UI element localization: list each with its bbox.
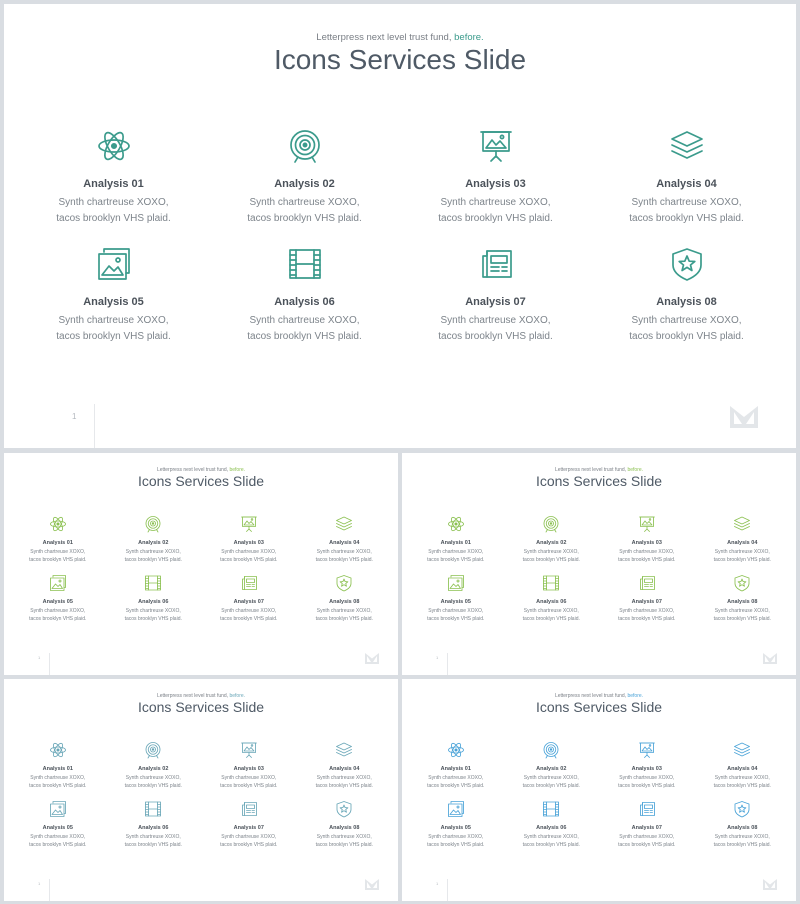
page-number: 1 [38,881,41,886]
film-strip-icon [287,246,323,282]
service-description-line: tacos brooklyn VHS plaid. [618,783,676,789]
service-description-line: Synth chartreuse XOXO, [30,549,86,555]
service-label: Analysis 01 [42,766,73,772]
brand-logo-icon [763,879,777,890]
service-label: Analysis 02 [274,178,335,190]
service-description-line: tacos brooklyn VHS plaid. [427,616,485,622]
service-description-line: Synth chartreuse XOXO, [125,775,181,781]
service-label: Analysis 08 [727,599,758,605]
service-description-line: Synth chartreuse XOXO, [523,834,579,840]
service-description-line: tacos brooklyn VHS plaid. [220,557,278,563]
page-number: 1 [436,881,439,886]
service-item [201,515,297,574]
service-description-line: Synth chartreuse XOXO, [125,549,181,555]
image-gallery-icon [49,800,67,818]
film-strip-icon [542,800,560,818]
slide-title: Icons Services Slide [535,699,663,715]
star-shield-icon [669,246,705,282]
layers-icon [733,515,751,533]
service-item [504,741,600,800]
service-description-line: Synth chartreuse XOXO, [249,315,360,326]
services-grid [10,515,392,633]
footer-divider [49,879,50,901]
presentation-board-icon [638,515,656,533]
service-description-line: Synth chartreuse XOXO, [316,549,372,555]
layers-icon [669,128,705,164]
subtitle-accent: before. [627,693,644,699]
atom-icon [49,515,67,533]
service-description-line: tacos brooklyn VHS plaid. [618,842,676,848]
service-label: Analysis 07 [233,825,264,831]
service-description-line: Synth chartreuse XOXO, [30,834,86,840]
footer-divider [94,404,95,448]
service-item [18,246,209,364]
service-item [408,800,504,859]
star-shield-icon [335,800,353,818]
layers-icon [733,741,751,759]
atom-icon [447,515,465,533]
service-description-line: Synth chartreuse XOXO, [428,608,484,614]
service-description-line: tacos brooklyn VHS plaid. [315,557,373,563]
service-label: Analysis 07 [465,296,526,308]
service-description-line: tacos brooklyn VHS plaid. [713,842,771,848]
presentation-board-icon [478,128,514,164]
service-item [106,800,202,859]
service-description-line: tacos brooklyn VHS plaid. [220,783,278,789]
subtitle-accent: before. [229,693,246,699]
service-description-line: Synth chartreuse XOXO, [58,315,169,326]
slide-title: Icons Services Slide [273,44,527,75]
footer-divider [49,653,50,675]
service-label: Analysis 08 [727,825,758,831]
service-item [201,800,297,859]
service-description-line: tacos brooklyn VHS plaid. [438,331,553,342]
service-label: Analysis 06 [274,296,335,308]
service-description-line: Synth chartreuse XOXO, [440,197,551,208]
target-icon [542,515,560,533]
service-description-line: tacos brooklyn VHS plaid. [220,842,278,848]
service-description-line: tacos brooklyn VHS plaid. [427,557,485,563]
newspaper-icon [638,800,656,818]
brand-logo-icon [365,879,379,890]
service-description-line: tacos brooklyn VHS plaid. [427,842,485,848]
slide-thumbnail-3[interactable] [4,679,398,901]
subtitle-text: Letterpress next level trust fund, [156,693,230,699]
film-strip-icon [542,574,560,592]
service-description-line: tacos brooklyn VHS plaid. [427,783,485,789]
service-item [408,515,504,574]
service-item [599,741,695,800]
newspaper-icon [240,800,258,818]
slide-thumbnail-2[interactable] [402,453,796,675]
service-item [504,515,600,574]
service-description-line: Synth chartreuse XOXO, [221,834,277,840]
footer-divider [447,653,448,675]
service-label: Analysis 05 [42,599,73,605]
service-label: Analysis 01 [440,766,471,772]
service-label: Analysis 03 [631,540,662,546]
service-label: Analysis 02 [138,540,169,546]
newspaper-icon [638,574,656,592]
slide-main[interactable] [4,4,796,448]
service-label: Analysis 02 [536,540,567,546]
slide-title: Icons Services Slide [535,473,663,489]
service-label: Analysis 06 [138,825,169,831]
service-description-line: tacos brooklyn VHS plaid. [438,213,553,224]
service-description-line: Synth chartreuse XOXO, [440,315,551,326]
service-item [209,246,400,364]
page-number: 1 [38,655,41,660]
service-description-line: tacos brooklyn VHS plaid. [29,842,87,848]
service-item [695,800,791,859]
service-description-line: Synth chartreuse XOXO, [714,775,770,781]
service-description-line: tacos brooklyn VHS plaid. [56,331,171,342]
service-item [10,574,106,633]
service-item [297,741,393,800]
service-description-line: Synth chartreuse XOXO, [523,608,579,614]
service-item [695,515,791,574]
service-label: Analysis 05 [83,296,144,308]
service-description-line: tacos brooklyn VHS plaid. [315,842,373,848]
service-description-line: tacos brooklyn VHS plaid. [247,331,362,342]
service-description-line: tacos brooklyn VHS plaid. [618,557,676,563]
service-description-line: Synth chartreuse XOXO, [221,608,277,614]
service-description-line: Synth chartreuse XOXO, [619,549,675,555]
service-item [106,741,202,800]
service-description-line: Synth chartreuse XOXO, [249,197,360,208]
service-description-line: Synth chartreuse XOXO, [631,315,742,326]
target-icon [287,128,323,164]
service-description-line: Synth chartreuse XOXO, [221,775,277,781]
service-description-line: Synth chartreuse XOXO, [125,608,181,614]
service-item [599,800,695,859]
services-grid [10,741,392,859]
service-label: Analysis 01 [83,178,144,190]
film-strip-icon [144,800,162,818]
slide-subtitle [4,32,796,43]
service-label: Analysis 08 [329,599,360,605]
service-label: Analysis 03 [465,178,526,190]
image-gallery-icon [49,574,67,592]
service-description-line: tacos brooklyn VHS plaid. [713,557,771,563]
slide-title: Icons Services Slide [137,473,265,489]
service-item [400,128,591,246]
service-description-line: tacos brooklyn VHS plaid. [124,616,182,622]
service-description-line: tacos brooklyn VHS plaid. [124,783,182,789]
service-label: Analysis 08 [656,296,717,308]
target-icon [542,741,560,759]
service-description-line: tacos brooklyn VHS plaid. [629,331,744,342]
service-description-line: tacos brooklyn VHS plaid. [29,557,87,563]
slide-thumbnail-1[interactable] [4,453,398,675]
service-description-line: Synth chartreuse XOXO, [316,834,372,840]
service-description-line: tacos brooklyn VHS plaid. [713,616,771,622]
service-item [408,741,504,800]
film-strip-icon [144,574,162,592]
atom-icon [96,128,132,164]
service-item [504,800,600,859]
services-grid [408,515,790,633]
service-description-line: Synth chartreuse XOXO, [714,608,770,614]
service-item [209,128,400,246]
page-number: 1 [72,412,77,421]
service-description-line: tacos brooklyn VHS plaid. [124,557,182,563]
service-item [408,574,504,633]
service-description-line: tacos brooklyn VHS plaid. [522,842,580,848]
service-item [106,574,202,633]
service-description-line: tacos brooklyn VHS plaid. [124,842,182,848]
subtitle-accent: before. [627,467,644,473]
service-description-line: tacos brooklyn VHS plaid. [315,783,373,789]
service-description-line: Synth chartreuse XOXO, [523,549,579,555]
service-description-line: Synth chartreuse XOXO, [523,775,579,781]
service-description-line: Synth chartreuse XOXO, [619,834,675,840]
service-label: Analysis 04 [329,540,360,546]
service-label: Analysis 03 [233,766,264,772]
service-label: Analysis 08 [329,825,360,831]
service-description-line: Synth chartreuse XOXO, [428,775,484,781]
service-description-line: Synth chartreuse XOXO, [221,549,277,555]
service-item [201,741,297,800]
service-item [106,515,202,574]
image-gallery-icon [447,574,465,592]
service-description-line: Synth chartreuse XOXO, [619,775,675,781]
service-label: Analysis 03 [233,540,264,546]
star-shield-icon [733,800,751,818]
service-label: Analysis 02 [536,766,567,772]
service-item [599,574,695,633]
service-description-line: Synth chartreuse XOXO, [714,549,770,555]
service-description-line: Synth chartreuse XOXO, [30,608,86,614]
service-label: Analysis 04 [656,178,717,190]
service-description-line: Synth chartreuse XOXO, [316,775,372,781]
service-item [10,515,106,574]
service-description-line: Synth chartreuse XOXO, [125,834,181,840]
subtitle-text: Letterpress next level trust fund, [554,693,628,699]
service-item [201,574,297,633]
service-description-line: tacos brooklyn VHS plaid. [29,783,87,789]
service-label: Analysis 01 [440,540,471,546]
brand-logo-icon [730,406,758,428]
service-label: Analysis 05 [440,825,471,831]
image-gallery-icon [96,246,132,282]
service-label: Analysis 04 [329,766,360,772]
brand-logo-icon [365,653,379,664]
service-description-line: tacos brooklyn VHS plaid. [629,213,744,224]
service-description-line: Synth chartreuse XOXO, [631,197,742,208]
service-label: Analysis 04 [727,540,758,546]
service-description-line: tacos brooklyn VHS plaid. [56,213,171,224]
service-description-line: tacos brooklyn VHS plaid. [522,616,580,622]
presentation-board-icon [240,515,258,533]
service-label: Analysis 05 [42,825,73,831]
service-description-line: tacos brooklyn VHS plaid. [522,783,580,789]
footer-divider [447,879,448,901]
service-label: Analysis 06 [138,599,169,605]
services-grid [408,741,790,859]
subtitle-accent: before. [454,32,484,43]
service-description-line: tacos brooklyn VHS plaid. [220,616,278,622]
service-item [599,515,695,574]
service-item [695,741,791,800]
service-description-line: Synth chartreuse XOXO, [428,549,484,555]
star-shield-icon [335,574,353,592]
atom-icon [49,741,67,759]
page-number: 1 [436,655,439,660]
service-description-line: Synth chartreuse XOXO, [30,775,86,781]
service-label: Analysis 06 [536,599,567,605]
service-label: Analysis 07 [233,599,264,605]
target-icon [144,741,162,759]
service-item [297,574,393,633]
service-description-line: Synth chartreuse XOXO, [428,834,484,840]
subtitle-text: Letterpress next level trust fund, [316,32,455,43]
service-label: Analysis 03 [631,766,662,772]
atom-icon [447,741,465,759]
service-label: Analysis 05 [440,599,471,605]
star-shield-icon [733,574,751,592]
service-label: Analysis 07 [631,599,662,605]
service-label: Analysis 01 [42,540,73,546]
layers-icon [335,741,353,759]
service-description-line: tacos brooklyn VHS plaid. [713,783,771,789]
slide-title: Icons Services Slide [137,699,265,715]
service-item [400,246,591,364]
brand-logo-icon [763,653,777,664]
presentation-board-icon [638,741,656,759]
slide-thumbnail-4[interactable] [402,679,796,901]
subtitle-text: Letterpress next level trust fund, [554,467,628,473]
service-item [18,128,209,246]
service-item [297,800,393,859]
service-description-line: tacos brooklyn VHS plaid. [315,616,373,622]
newspaper-icon [240,574,258,592]
layers-icon [335,515,353,533]
service-label: Analysis 07 [631,825,662,831]
services-grid [18,128,782,364]
service-description-line: tacos brooklyn VHS plaid. [247,213,362,224]
newspaper-icon [478,246,514,282]
subtitle-accent: before. [229,467,246,473]
service-description-line: Synth chartreuse XOXO, [619,608,675,614]
service-item [10,800,106,859]
service-label: Analysis 06 [536,825,567,831]
service-item [695,574,791,633]
service-description-line: Synth chartreuse XOXO, [316,608,372,614]
service-item [504,574,600,633]
service-label: Analysis 02 [138,766,169,772]
service-label: Analysis 04 [727,766,758,772]
service-item [591,128,782,246]
service-item [10,741,106,800]
service-description-line: tacos brooklyn VHS plaid. [618,616,676,622]
service-description-line: Synth chartreuse XOXO, [58,197,169,208]
subtitle-text: Letterpress next level trust fund, [156,467,230,473]
image-gallery-icon [447,800,465,818]
service-item [591,246,782,364]
presentation-board-icon [240,741,258,759]
service-description-line: tacos brooklyn VHS plaid. [522,557,580,563]
service-item [297,515,393,574]
service-description-line: tacos brooklyn VHS plaid. [29,616,87,622]
service-description-line: Synth chartreuse XOXO, [714,834,770,840]
target-icon [144,515,162,533]
